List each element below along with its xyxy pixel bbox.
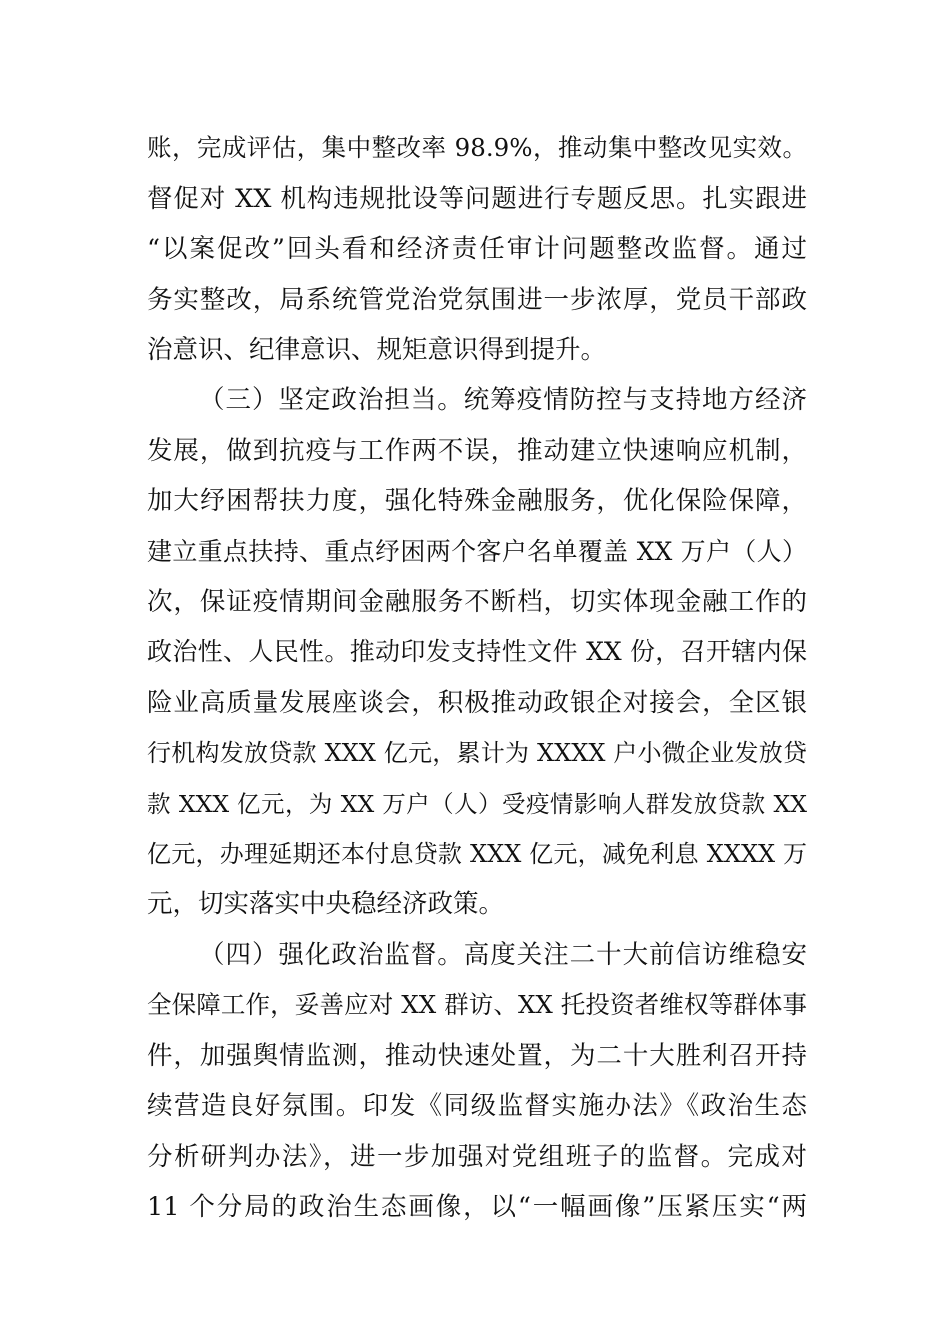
text-line: 次，保证疫情期间金融服务不断档，切实体现金融工作的 bbox=[147, 587, 807, 617]
text-line: 务实整改，局系统管党治党氛围进一步浓厚，党员干部政 bbox=[147, 285, 807, 315]
text-line: 政治性、人民性。推动印发支持性文件 XX 份，召开辖内保 bbox=[147, 637, 807, 666]
text-line: 款 XXX 亿元，为 XX 万户（人）受疫情影响人群发放贷款 XX bbox=[147, 790, 807, 818]
section-heading-line: （三）坚定政治担当。统筹疫情防控与支持地方经济 bbox=[199, 385, 807, 415]
text-line: 治意识、纪律意识、规矩意识得到提升。 bbox=[147, 335, 607, 365]
text-line: “以案促改”回头看和经济责任审计问题整改监督。通过 bbox=[147, 234, 807, 264]
text-line: 元，切实落实中央稳经济政策。 bbox=[147, 889, 505, 919]
text-line: 险业高质量发展座谈会，积极推动政银企对接会，全区银 bbox=[147, 688, 807, 718]
text-line: 分析研判办法》，进一步加强对党组班子的监督。完成对 bbox=[147, 1142, 807, 1172]
section-heading-line: （四）强化政治监督。高度关注二十大前信访维稳安 bbox=[199, 940, 807, 970]
text-line: 全保障工作，妥善应对 XX 群访、XX 托投资者维权等群体事 bbox=[147, 990, 807, 1019]
text-line: 账，完成评估，集中整改率 98.9%，推动集中整改见实效。 bbox=[147, 133, 807, 162]
text-line: 11 个分局的政治生态画像，以“一幅画像”压紧压实“两 bbox=[147, 1192, 807, 1222]
text-line: 亿元，办理延期还本付息贷款 XXX 亿元，减免利息 XXXX 万 bbox=[147, 840, 807, 868]
text-line: 发展，做到抗疫与工作两不误，推动建立快速响应机制， bbox=[147, 436, 807, 466]
text-line: 行机构发放贷款 XXX 亿元，累计为 XXXX 户小微企业发放贷 bbox=[147, 739, 807, 767]
text-line: 建立重点扶持、重点纾困两个客户名单覆盖 XX 万户（人） bbox=[147, 537, 807, 566]
text-line: 件，加强舆情监测，推动快速处置，为二十大胜利召开持 bbox=[147, 1041, 807, 1071]
text-line: 加大纾困帮扶力度，强化特殊金融服务，优化保险保障， bbox=[147, 486, 807, 516]
text-line: 续营造良好氛围。印发《同级监督实施办法》《政治生态 bbox=[147, 1091, 807, 1121]
text-line: 督促对 XX 机构违规批设等问题进行专题反思。扎实跟进 bbox=[147, 184, 807, 214]
